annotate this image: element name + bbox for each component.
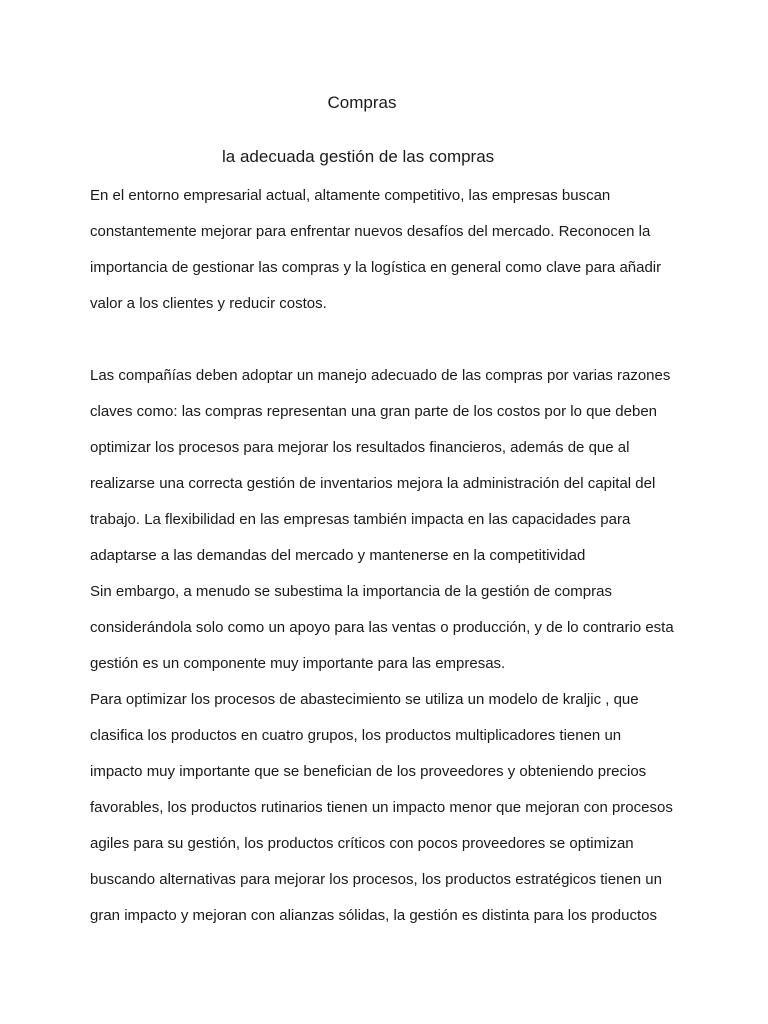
body-line: buscando alternativas para mejorar los procesos, los productos estratégicos tienen un: [90, 871, 662, 888]
body-line: gran impacto y mejoran con alianzas sólidas, la gestión es distinta para los productos: [90, 907, 657, 924]
body-line: optimizar los procesos para mejorar los resultados financieros, además de que al: [90, 439, 630, 456]
document-subtitle: la adecuada gestión de las compras: [222, 147, 495, 166]
body-line: claves como: las compras representan una gran parte de los costos por lo que deben: [90, 403, 657, 420]
body-line: trabajo. La flexibilidad en las empresas también impacta en las capacidades para: [90, 511, 631, 528]
body-line: considerándola solo como un apoyo para las ventas o producción, y de lo contrario esta: [90, 619, 674, 636]
body-line: importancia de gestionar las compras y la logística en general como clave para añadir: [90, 259, 662, 276]
body-line: Sin embargo, a menudo se subestima la importancia de la gestión de compras: [90, 583, 612, 600]
body-line: En el entorno empresarial actual, altamente competitivo, las empresas buscan: [90, 187, 611, 204]
body-line: clasifica los productos en cuatro grupos, los productos multiplicadores tienen un: [90, 727, 622, 744]
body-line: favorables, los productos rutinarios tienen un impacto menor que mejoran con procesos: [90, 799, 673, 816]
document-title: Compras: [327, 93, 397, 112]
paragraph-gap: [90, 322, 690, 358]
body-line: Las compañías deben adoptar un manejo adecuado de las compras por varias razones: [90, 367, 671, 384]
body-line: realizarse una correcta gestión de inventarios mejora la administración del capital del: [90, 475, 656, 492]
body-line: valor a los clientes y reducir costos.: [90, 295, 327, 312]
body-line: impacto muy importante que se benefician de los proveedores y obteniendo precios: [90, 763, 647, 780]
body-line: gestión es un componente muy importante para las empresas.: [90, 655, 506, 672]
body-line: Para optimizar los procesos de abastecimiento se utiliza un modelo de kraljic , que: [90, 691, 639, 708]
document-body: [90, 178, 690, 934]
body-line: adaptarse a las demandas del mercado y mantenerse en la competitividad: [90, 547, 586, 564]
body-line: constantemente mejorar para enfrentar nuevos desafíos del mercado. Reconocen la: [90, 223, 651, 240]
body-line: agiles para su gestión, los productos críticos con pocos proveedores se optimizan: [90, 835, 634, 852]
